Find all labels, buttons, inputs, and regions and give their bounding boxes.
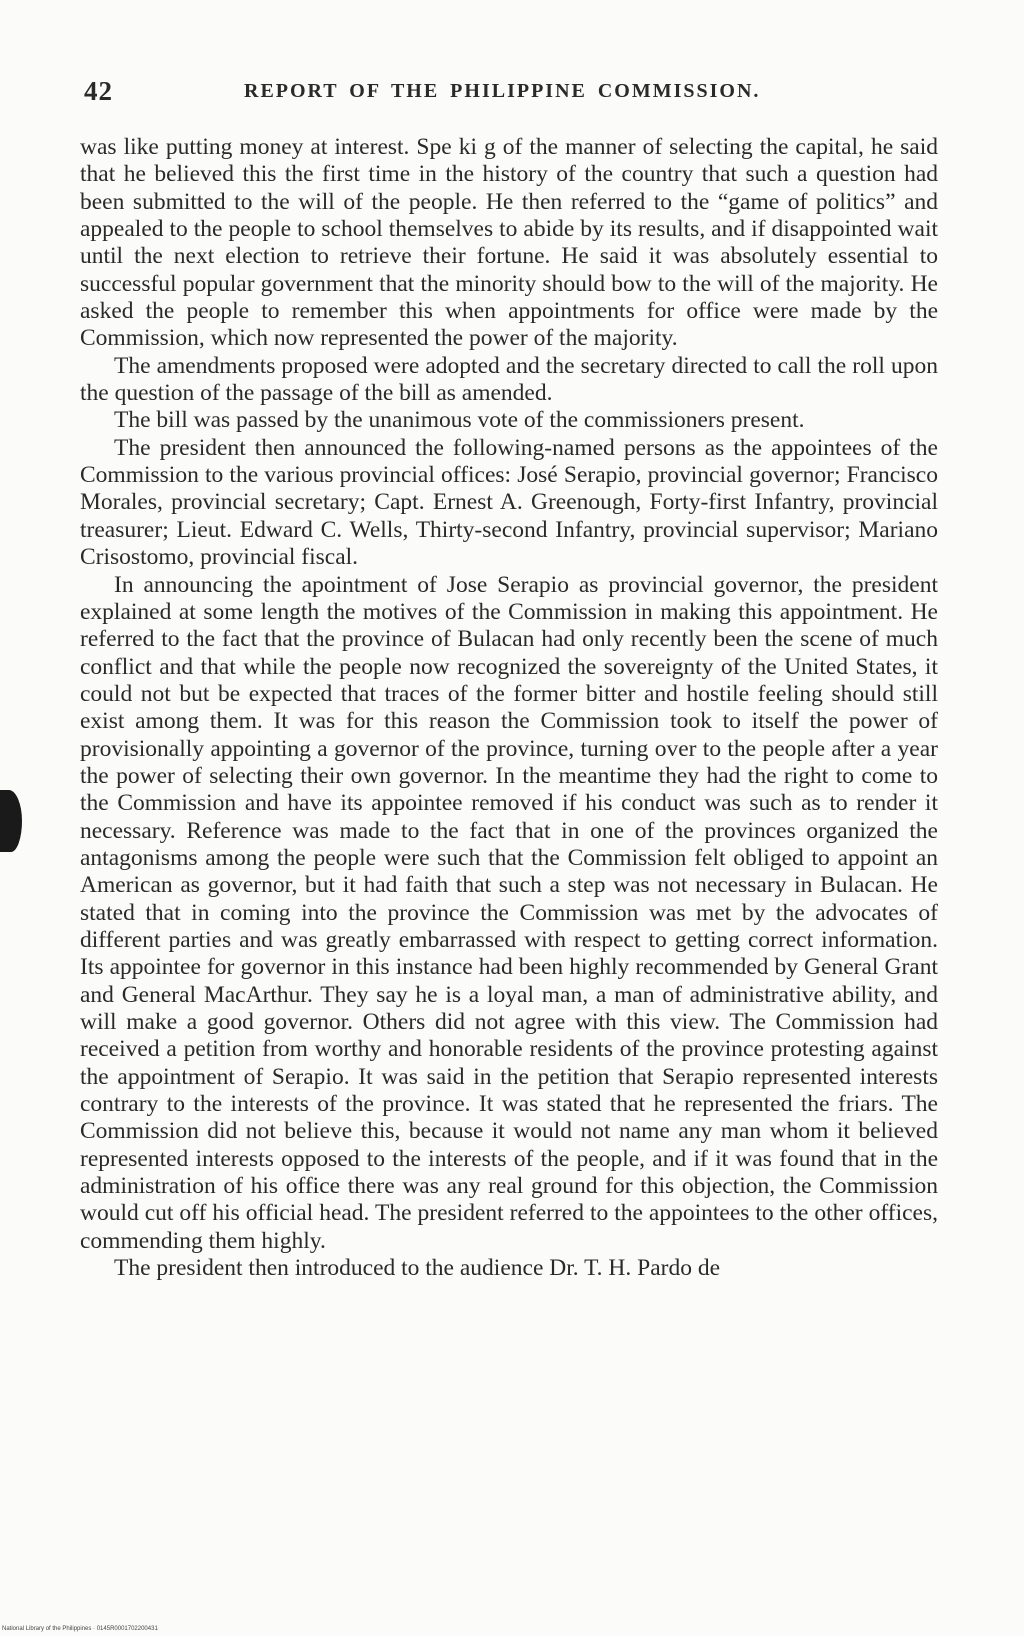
binding-shadow	[0, 790, 22, 852]
body-text	[80, 134, 938, 1282]
scan-credit: National Library of the Philippines · 0145R0001702200431	[2, 1626, 158, 1632]
paragraph-continuation: was like putting money at interest. Spe ki g of the manner of selecting the capital, he said that he believed this the first time in the history of the country that such a question had been submitted to the will of the people. He then referred to the “game of politics” and appealed to the people to school themselves to abide by its results, and if disappointed wait until the next election to retrieve their fortune. He said it was absolutely essential to successful popular government that the minority should bow to the will of the majority. He asked the people to remember this when appointments for office were made by the Commission, which now represented the power of the majority.	[80, 134, 938, 352]
running-head: REPORT OF THE PHILIPPINE COMMISSION.	[244, 80, 761, 102]
page-header	[84, 76, 940, 116]
paragraph-bill-passed: The bill was passed by the unanimous vote of the commissioners present.	[114, 407, 805, 434]
page-number: 42	[84, 76, 113, 106]
paragraph-amendments: The amendments proposed were adopted and the secretary directed to call the roll upon the question of the passage of the bill as amended.	[80, 352, 938, 407]
paragraph-introduction: The president then introduced to the audience Dr. T. H. Pardo de	[114, 1255, 721, 1282]
paragraph-serapio-appointment: In announcing the apointment of Jose Serapio as provincial governor, the president explained at some length the motives of the Commission in making this appointment. He referred to the fact that the province of Bulacan had only recently been the scene of much conflict and that while the people now recognized the sovereignty of the United States, it could not but be expected that traces of the former bitter and hostile feeling should still exist among them. It was for this reason the Commission took to itself the power of provisionally appointing a governor of the province, turning over to the people after a year the power of selecting their own governor. In the meantime they had the right to come to the Commission and have its appointee removed if his conduct was such as to render it necessary. Reference was made to the fact that in one of the provinces organized the antagonisms among the people were such that the Commission felt obliged to appoint an American as governor, but it had faith that such a step was not necessary in Bulacan. He stated that in coming into the province the Commission was met by the advocates of different parties and was greatly embarrassed with respect to getting correct information. Its appointee for governor in this instance had been highly recommended by General Grant and General MacArthur. They say he is a loyal man, a man of administrative ability, and will make a good governor. Others did not agree with this view. The Commission had received a petition from worthy and honorable residents of the province protesting against the appointment of Serapio. It was said in the petition that Serapio represented interests contrary to the interests of the province. It was stated that he represented the friars. The Commission did not believe this, because it would not name any man whom it believed represented interests opposed to the interests of the people, and if it was found that in the administration of his office there was any real ground for this objection, the Commission would cut off his official head. The president referred to the appointees to the other offices, commending them highly.	[80, 571, 938, 1254]
paragraph-appointees: The president then announced the following-named persons as the appointees of the Commission to the various provincial offices: José Serapio, provincial governor; Francisco Morales, provincial secretary; Capt. Ernest A. Greenough, Forty-first Infantry, provincial treasurer; Lieut. Edward C. Wells, Thirty-second Infantry, provincial supervisor; Mariano Crisostomo, provincial fiscal.	[80, 434, 938, 571]
